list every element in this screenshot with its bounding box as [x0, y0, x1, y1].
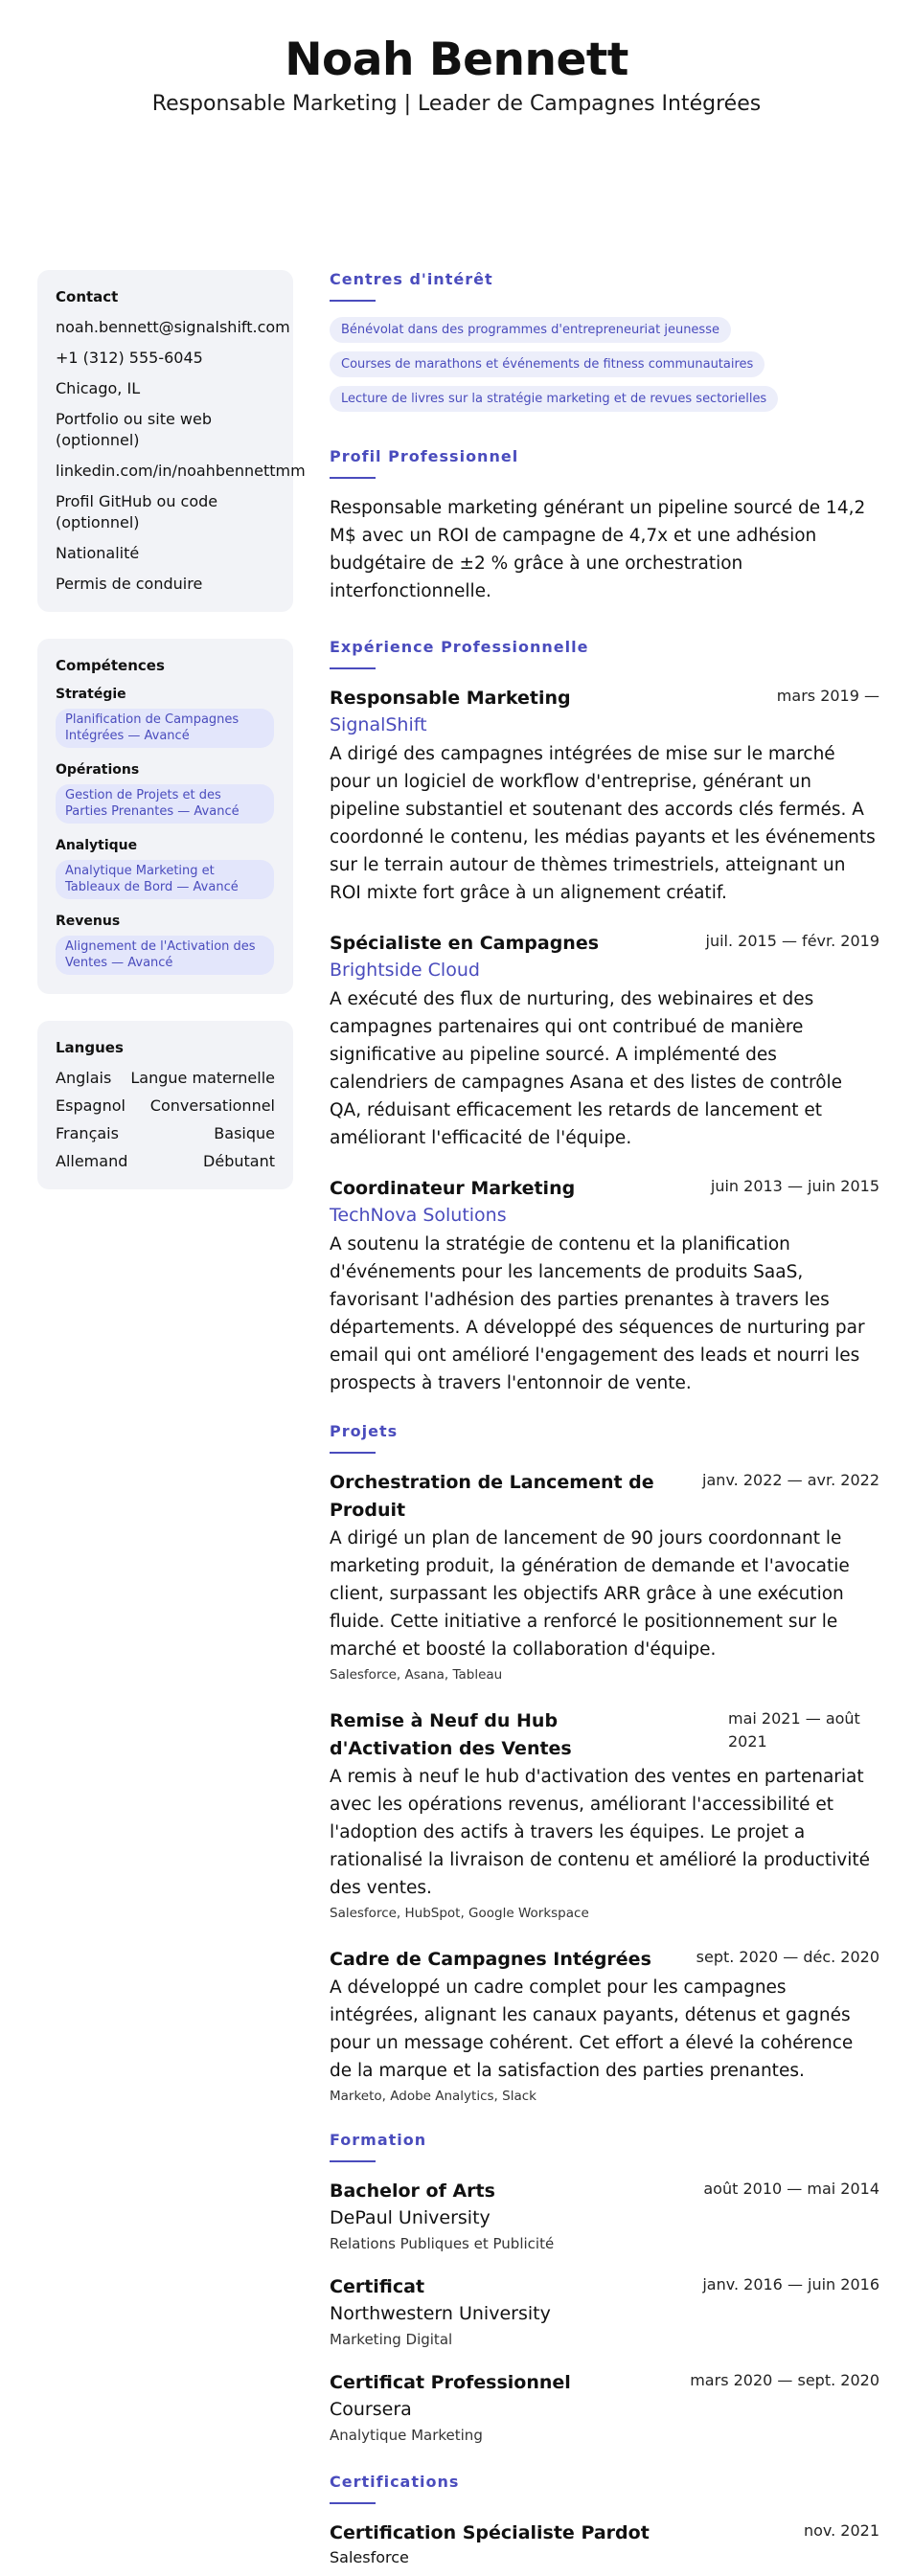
experience-entry — [330, 685, 879, 907]
interest-pill: Lecture de livres sur la stratégie marketing et de revues sectorielles — [330, 386, 778, 412]
languages-card — [37, 1021, 293, 1189]
certification-entry — [330, 2520, 879, 2568]
profile-section — [330, 447, 879, 605]
resume-header — [0, 0, 913, 119]
skill-category: Opérations — [56, 762, 140, 778]
sidebar — [37, 270, 306, 1216]
project-tools: Salesforce, HubSpot, Google Workspace — [330, 1906, 589, 1921]
projects-section — [330, 1422, 879, 2106]
company-name: Brightside Cloud — [330, 960, 480, 981]
section-rule — [330, 2502, 376, 2504]
skill-group — [56, 686, 275, 748]
project-entry — [330, 1946, 879, 2106]
job-dates: mars 2019 — — [776, 687, 879, 705]
degree-name: Certificat Professionnel — [330, 2372, 571, 2393]
contact-nationality: Nationalité — [56, 544, 140, 562]
contact-title: Contact — [56, 288, 119, 305]
project-entry — [330, 1707, 879, 1923]
skills-card — [37, 639, 293, 994]
project-dates: sept. 2020 — déc. 2020 — [696, 1948, 879, 1966]
contact-portfolio: Portfolio ou site web (optionnel) — [56, 410, 212, 449]
job-dates: juil. 2015 — févr. 2019 — [705, 932, 879, 950]
job-description: A dirigé des campagnes intégrées de mise sur le marché pour un logiciel de workflow d'entreprise, générant un pipeline substantiel et soutenant des accords clés fermés. A coordonné le contenu, les médias payants et les événements sur le terrain autour de thèmes trimestriels, atteignant un ROI mixte fort grâce à un alignement créatif. — [330, 744, 876, 903]
section-rule — [330, 2160, 376, 2162]
education-dates: mars 2020 — sept. 2020 — [690, 2371, 879, 2389]
language-level: Débutant — [203, 1152, 275, 1170]
contact-card — [37, 270, 306, 612]
job-title: Responsable Marketing — [330, 688, 571, 709]
skill-category: Revenus — [56, 914, 121, 929]
experience-entry — [330, 1175, 879, 1397]
language-name: Allemand — [56, 1152, 128, 1170]
section-rule — [330, 477, 376, 479]
education-entry — [330, 2273, 879, 2350]
certification-date: nov. 2021 — [803, 2521, 879, 2540]
education-entry — [330, 2369, 879, 2446]
skill-group — [56, 913, 275, 975]
certifications-section — [330, 2473, 879, 2568]
language-name: Anglais — [56, 1069, 112, 1087]
company-name: SignalShift — [330, 714, 427, 735]
job-title: Coordinateur Marketing — [330, 1178, 576, 1199]
education-section — [330, 2131, 879, 2446]
language-level: Conversationnel — [149, 1096, 275, 1115]
skill-group — [56, 837, 275, 899]
languages-title: Langues — [56, 1039, 124, 1056]
skill-pill: Planification de Campagnes Intégrées — Avancé — [56, 709, 274, 748]
school-name: Coursera — [330, 2399, 412, 2420]
project-tools: Marketo, Adobe Analytics, Slack — [330, 2089, 536, 2104]
section-title: Expérience Professionnelle — [330, 638, 589, 656]
job-dates: juin 2013 — juin 2015 — [710, 1177, 879, 1195]
candidate-name: Noah Bennett — [285, 34, 628, 86]
certification-name: Certification Spécialiste Pardot — [330, 2522, 650, 2543]
main-column — [330, 270, 879, 2576]
school-name: DePaul University — [330, 2207, 491, 2228]
language-name: Français — [56, 1124, 119, 1142]
section-rule — [330, 300, 376, 302]
language-row — [56, 1123, 275, 1144]
contact-email: noah.bennett@signalshift.com — [56, 318, 290, 336]
project-description: A développé un cadre complet pour les campagnes intégrées, alignant les canaux payants, détenus et gagnés pour un message cohérent. Cet effort a élevé la cohérence de la marque et la satisfaction des parties prenantes. — [330, 1977, 854, 2081]
field-of-study: Analytique Marketing — [330, 2427, 483, 2444]
education-entry — [330, 2178, 879, 2254]
skill-group — [56, 761, 275, 824]
skill-pill: Gestion de Projets et des Parties Prenantes — Avancé — [56, 784, 274, 824]
project-description: A remis à neuf le hub d'activation des ventes en partenariat avec les opérations revenus, améliorant l'accessibilité et l'adoption des actifs à travers les équipes. Le projet a rationalisé la livraison de contenu et amélioré la productivité des ventes. — [330, 1767, 871, 1898]
field-of-study: Relations Publiques et Publicité — [330, 2235, 555, 2252]
job-title: Spécialiste en Campagnes — [330, 933, 600, 954]
experience-entry — [330, 930, 879, 1152]
section-title: Projets — [330, 1422, 399, 1440]
contact-license: Permis de conduire — [56, 575, 203, 593]
field-of-study: Marketing Digital — [330, 2331, 453, 2348]
language-row — [56, 1096, 275, 1117]
project-description: A dirigé un plan de lancement de 90 jours coordonnant le marketing produit, la génération de demande et l'avocatie client, surpassant les objectifs ARR grâce à une exécution fluide. Cette initiative a renforcé le positionnement sur le marché et boosté la collaboration d'équipe. — [330, 1528, 850, 1660]
experience-section — [330, 638, 879, 1397]
skills-title: Compétences — [56, 657, 165, 674]
language-row — [56, 1151, 275, 1172]
project-tools: Salesforce, Asana, Tableau — [330, 1667, 503, 1683]
language-level: Langue maternelle — [130, 1069, 275, 1087]
contact-linkedin: linkedin.com/in/noahbennettmm — [56, 462, 306, 480]
language-name: Espagnol — [56, 1096, 126, 1115]
section-title: Certifications — [330, 2473, 460, 2491]
skill-pill: Analytique Marketing et Tableaux de Bord — Avancé — [56, 860, 274, 899]
project-dates: mai 2021 — août 2021 — [728, 1709, 860, 1751]
degree-name: Bachelor of Arts — [330, 2181, 495, 2202]
candidate-headline: Responsable Marketing | Leader de Campagnes Intégrées — [151, 92, 762, 116]
job-description: A exécuté des flux de nurturing, des webinaires et des campagnes partenaires qui ont contribué de manière significative au pipeline sourcé. A implémenté des calendriers de campagnes Asana et des listes de contrôle QA, réduisant efficacement les retards de lancement et améliorant l'efficacité de l'équipe. — [330, 989, 843, 1148]
project-dates: janv. 2022 — avr. 2022 — [702, 1471, 879, 1489]
skill-pill: Alignement de l'Activation des Ventes — Avancé — [56, 936, 274, 975]
language-level: Basique — [214, 1124, 275, 1142]
project-name: Cadre de Campagnes Intégrées — [330, 1949, 651, 1970]
section-rule — [330, 1452, 376, 1454]
project-name: Remise à Neuf du Hub d'Activation des Ventes — [330, 1710, 572, 1759]
degree-name: Certificat — [330, 2276, 425, 2297]
education-dates: août 2010 — mai 2014 — [703, 2180, 879, 2198]
certification-issuer: Salesforce — [330, 2548, 409, 2566]
contact-location: Chicago, IL — [56, 379, 141, 397]
section-title: Formation — [330, 2131, 427, 2149]
project-name: Orchestration de Lancement de Produit — [330, 1472, 654, 1521]
interest-pill: Bénévolat dans des programmes d'entrepreneuriat jeunesse — [330, 317, 731, 343]
skill-category: Stratégie — [56, 687, 126, 702]
company-name: TechNova Solutions — [330, 1205, 507, 1226]
interest-pill: Courses de marathons et événements de fitness communautaires — [330, 351, 765, 377]
interests-section — [330, 270, 879, 420]
project-entry — [330, 1469, 879, 1684]
skill-category: Analytique — [56, 838, 138, 853]
school-name: Northwestern University — [330, 2303, 551, 2324]
education-dates: janv. 2016 — juin 2016 — [702, 2275, 879, 2294]
job-description: A soutenu la stratégie de contenu et la planification d'événements pour les lancements de produits SaaS, favorisant l'adhésion des parties prenantes à travers les départements. A développé des séquences de nurturing par email qui ont amélioré l'engagement des leads et nourri les prospects à travers l'entonnoir de vente. — [330, 1234, 865, 1393]
section-rule — [330, 667, 376, 669]
section-title: Profil Professionnel — [330, 447, 519, 465]
contact-github: Profil GitHub ou code (optionnel) — [56, 492, 218, 531]
contact-phone: +1 (312) 555-6045 — [56, 349, 203, 367]
language-row — [56, 1068, 275, 1089]
profile-summary: Responsable marketing générant un pipeline sourcé de 14,2 M$ avec un ROI de campagne de 4,7x et une adhésion budgétaire de ±2 % grâce à une orchestration interfonctionnelle. — [330, 498, 866, 601]
section-title: Centres d'intérêt — [330, 270, 493, 288]
